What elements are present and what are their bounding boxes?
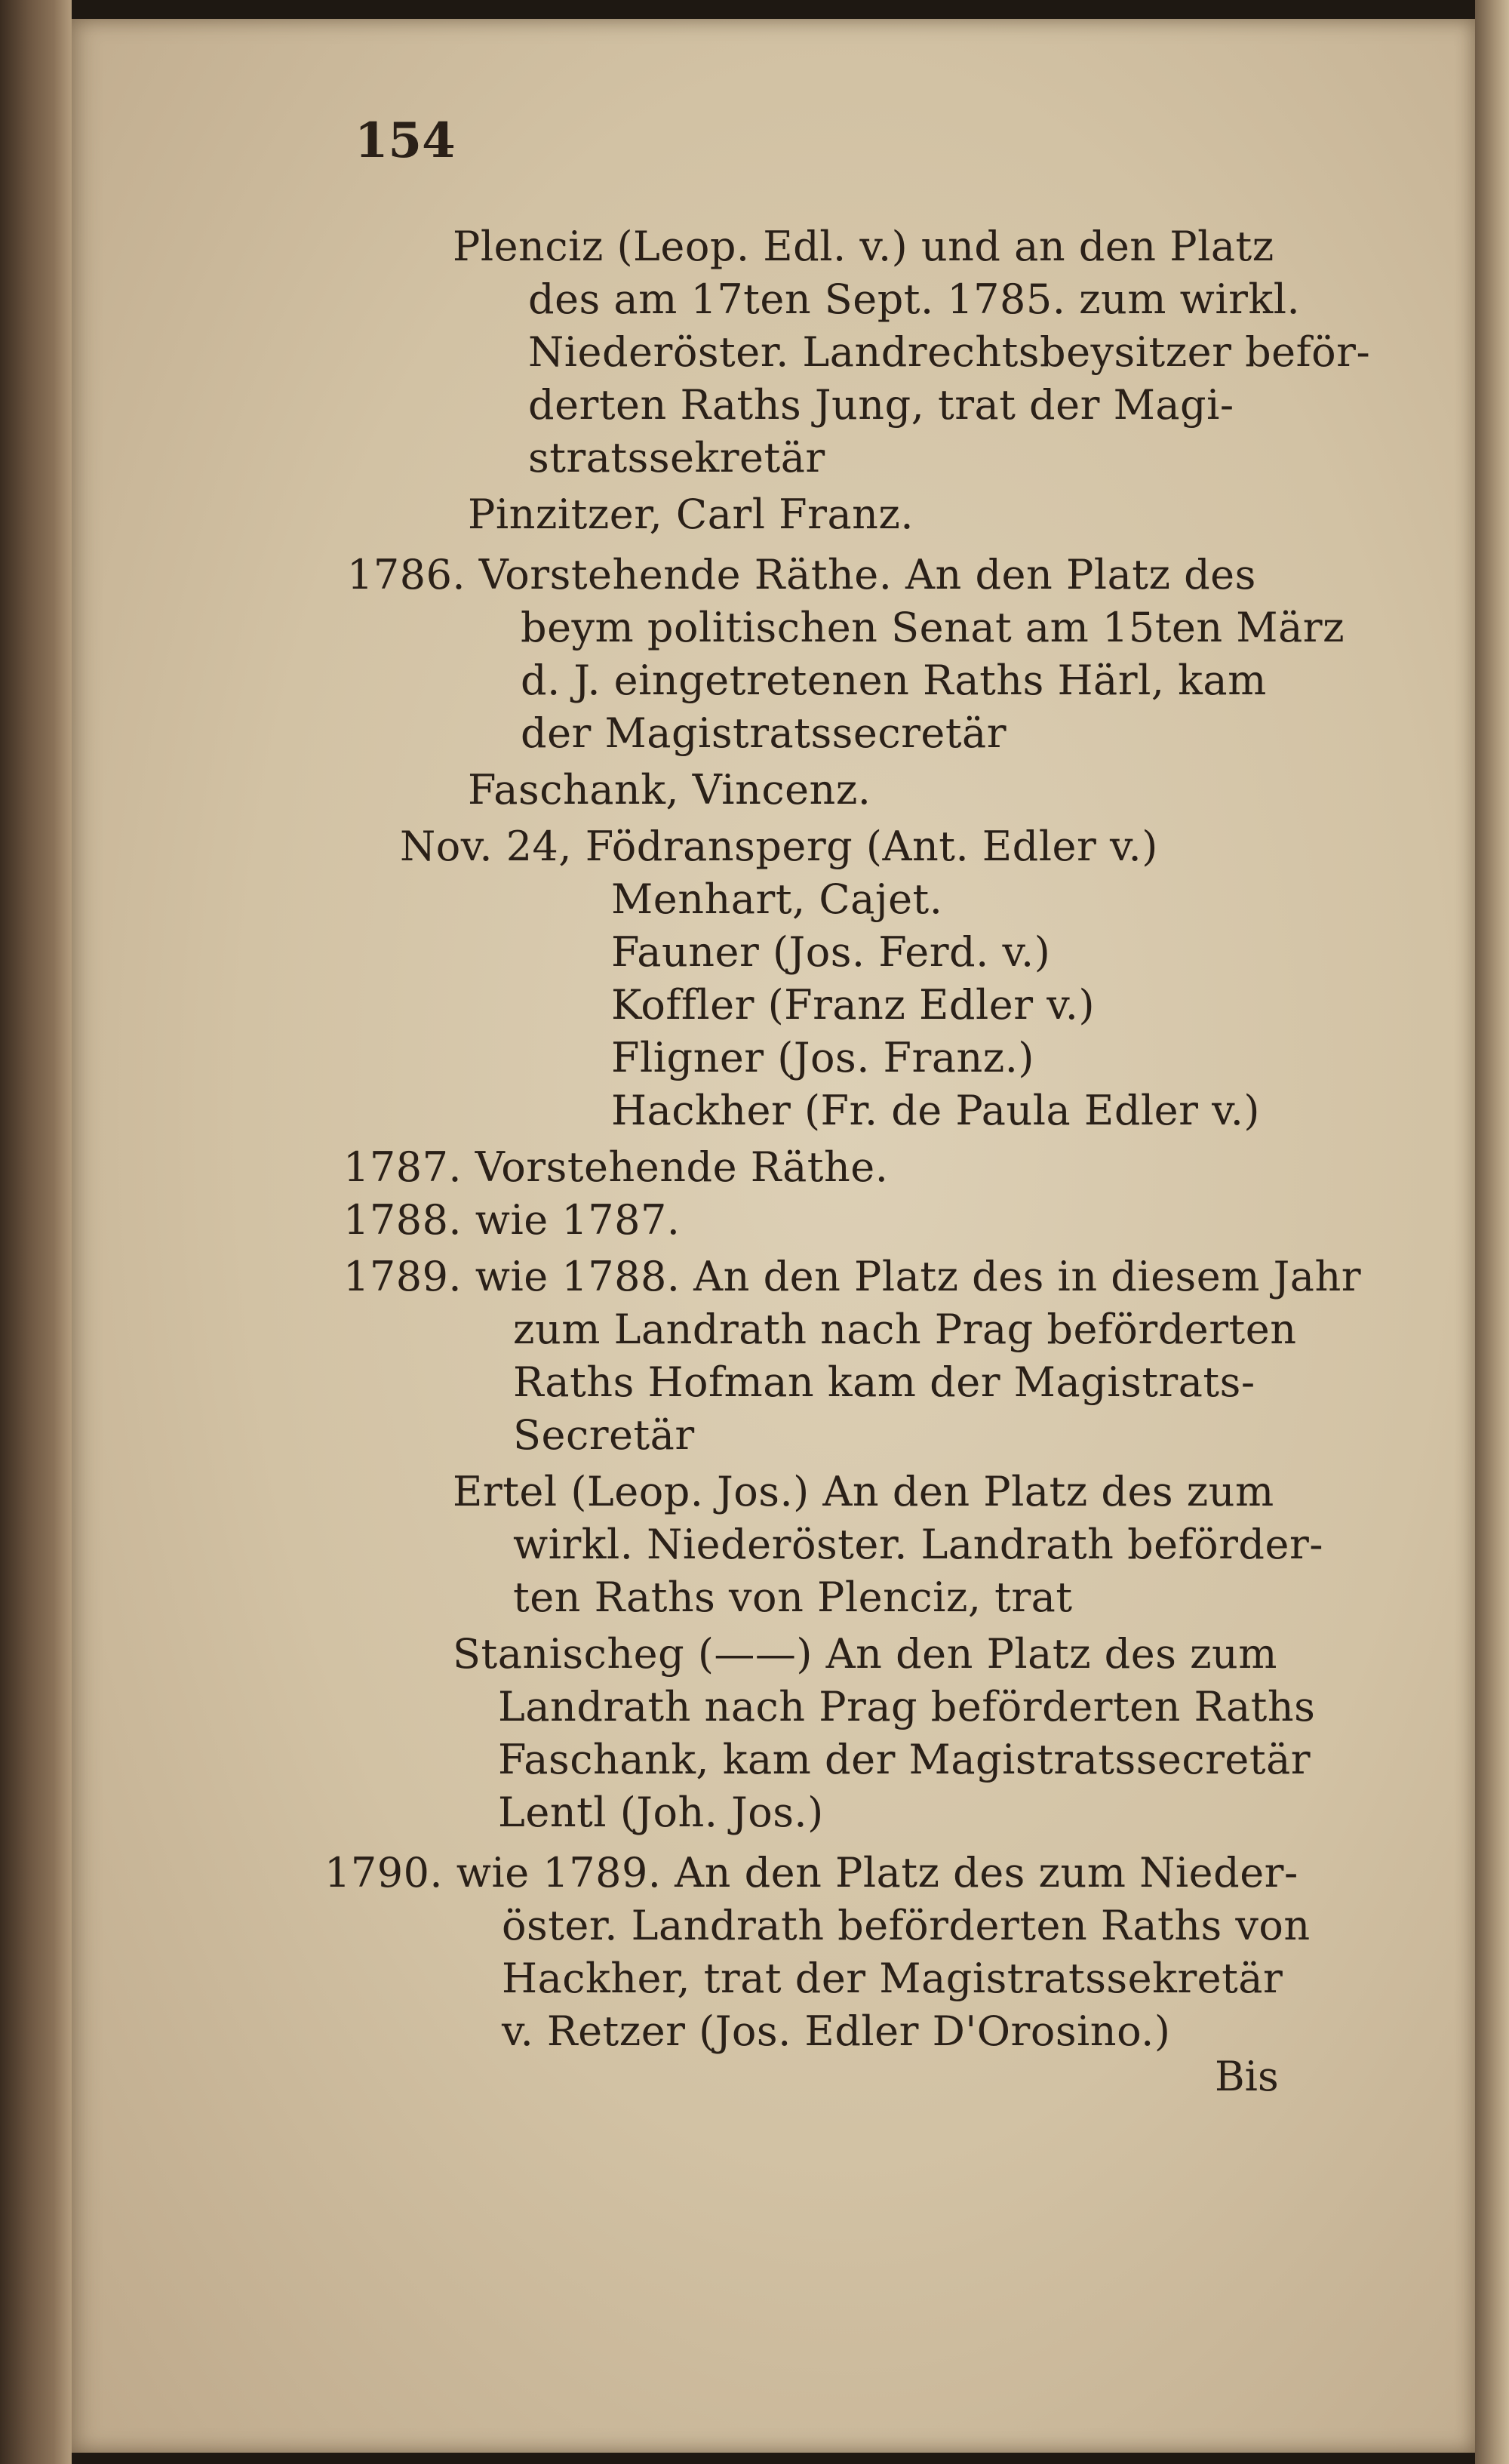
text-line: Niederöster. Landrechtsbeysitzer beför- [528,328,1371,376]
text-line: Hackher (Fr. de Paula Edler v.) [611,1087,1260,1134]
text-line: Lentl (Joh. Jos.) [498,1789,824,1836]
text-line: beym politischen Senat am 15ten März [521,604,1345,651]
page-edge [1475,0,1509,2464]
text-line: 1788. wie 1787. [343,1196,681,1244]
text-line: Koffler (Franz Edler v.) [611,981,1096,1029]
text-line: der Magistratssecretär [521,709,1007,757]
text-line: d. J. eingetretenen Raths Härl, kam [521,657,1267,704]
text-line: v. Retzer (Jos. Edler D'Orosino.) [502,2007,1171,2055]
text-line: Plenciz (Leop. Edl. v.) und an den Platz [453,223,1274,270]
catchword: Bis [1215,2053,1279,2100]
text-line: Landrath nach Prag beförderten Raths [498,1683,1316,1730]
text-line: Fauner (Jos. Ferd. v.) [611,928,1051,976]
text-line: Pinzitzer, Carl Franz. [468,491,914,538]
text-line: Nov. 24, Födransperg (Ant. Edler v.) [400,823,1158,870]
text-line: 1789. wie 1788. An den Platz des in diesem Jahr [343,1253,1362,1300]
text-line: Fligner (Jos. Franz.) [611,1034,1034,1081]
text-line: Faschank, Vincenz. [468,766,871,814]
text-line: zum Landrath nach Prag beförderten [513,1306,1297,1353]
text-line: 1790. wie 1789. An den Platz des zum Nieder- [324,1849,1298,1896]
text-line: stratssekretär [528,434,825,481]
page-number: 154 [355,112,456,169]
book-binding [0,0,72,2464]
text-line: Ertel (Leop. Jos.) An den Platz des zum [453,1468,1274,1515]
text-line: 1786. Vorstehende Räthe. An den Platz des [347,551,1256,598]
text-line: ten Raths von Plenciz, trat [513,1573,1073,1621]
text-line: derten Raths Jung, trat der Magi- [528,381,1234,429]
text-line: öster. Landrath beförderten Raths von [502,1902,1311,1949]
text-line: Raths Hofman kam der Magistrats- [513,1358,1255,1406]
text-line: Hackher, trat der Magistratssekretär [502,1955,1283,2002]
text-line: Faschank, kam der Magistratssecretär [498,1736,1311,1783]
text-line: Stanischeg (——) An den Platz des zum [453,1630,1278,1678]
text-line: Menhart, Cajet. [611,875,943,923]
text-line: wirkl. Niederöster. Landrath beförder- [513,1521,1324,1568]
text-line: Secretär [513,1411,695,1459]
text-line: des am 17ten Sept. 1785. zum wirkl. [528,275,1301,323]
text-line: 1787. Vorstehende Räthe. [343,1143,889,1191]
